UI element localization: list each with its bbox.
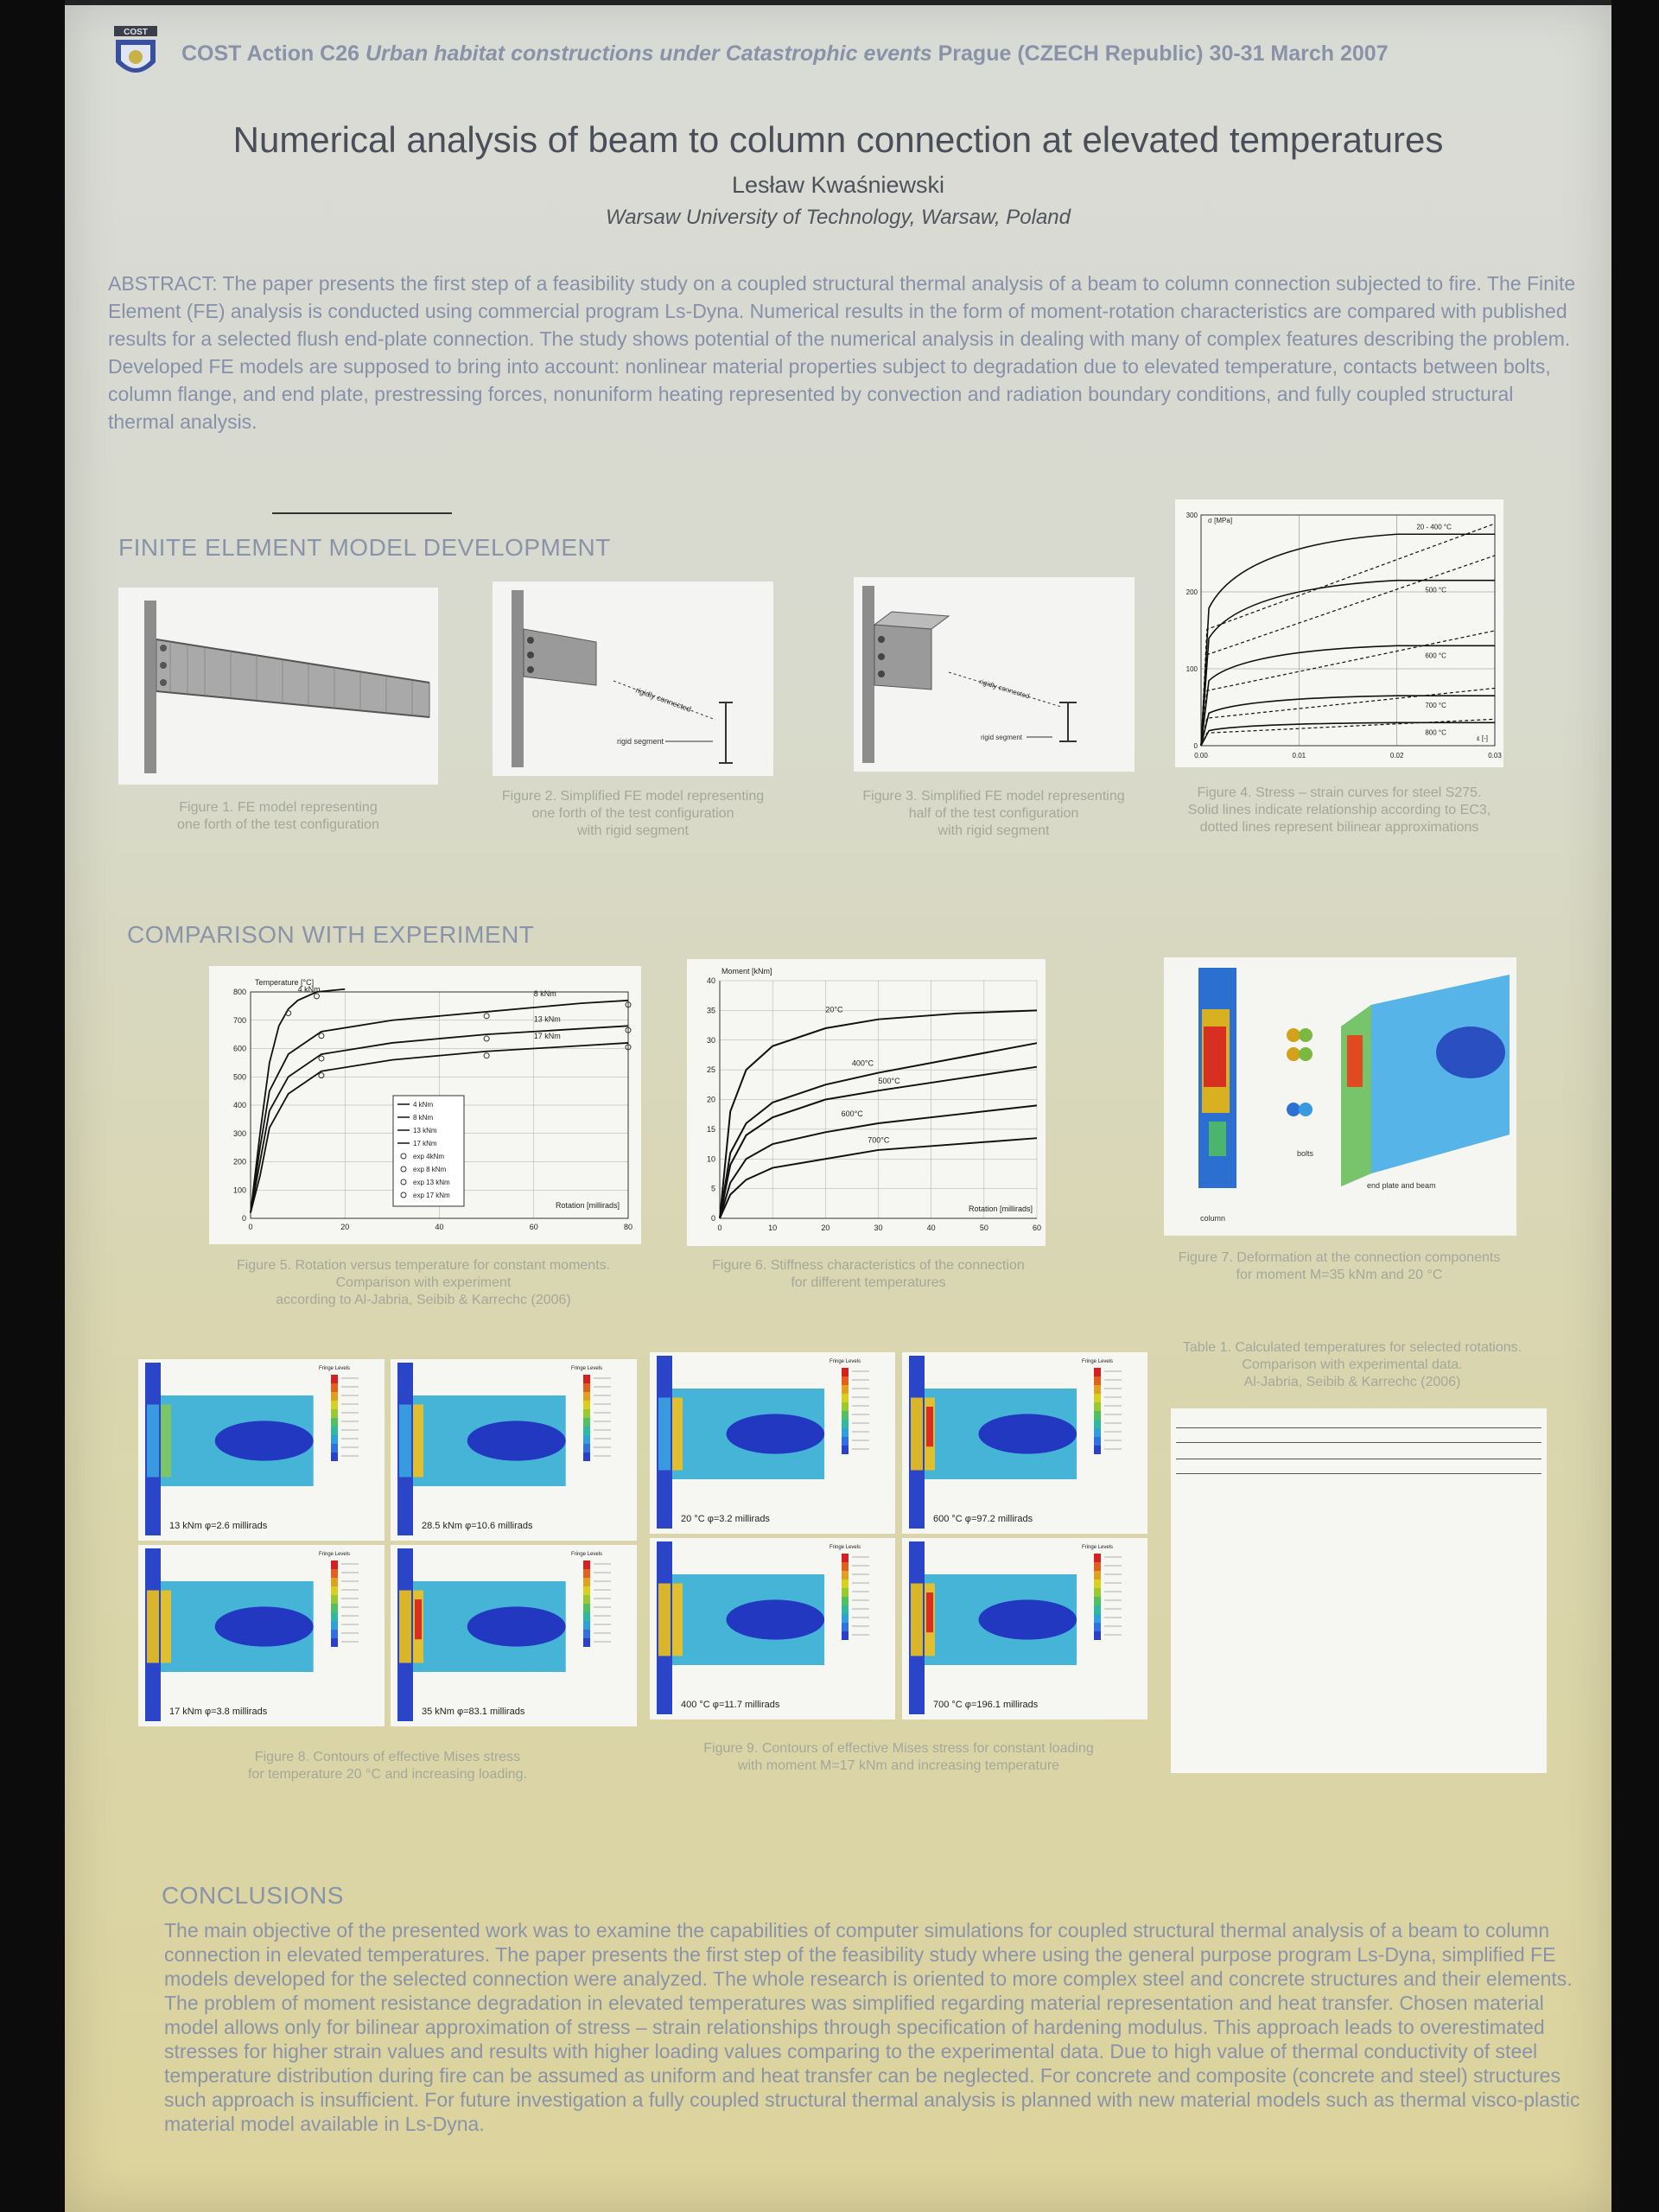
fig6-background: [687, 959, 1046, 1246]
fig7-bolts-label: bolts: [1297, 1149, 1314, 1158]
fig9-peak: [926, 1407, 933, 1446]
fig8-fringe-swatch: [331, 1578, 338, 1586]
fig2-rigid-label: rigidly connected: [634, 685, 693, 714]
fig8-fringe-swatch: [583, 1418, 590, 1427]
fig8-fringe-swatch: [583, 1560, 590, 1569]
fig9-fringe-swatch: [1094, 1580, 1101, 1588]
fig9-fringe-swatch: [1094, 1437, 1101, 1446]
fig9-column-hot: [911, 1398, 923, 1471]
figure-5-rotation-temperature-chart: [209, 966, 641, 1244]
fig8-fringe-swatch: [331, 1392, 338, 1401]
fig9-endplate: [672, 1398, 683, 1471]
fig8-beam-core: [467, 1421, 566, 1460]
fig4-series-label-3: 700 °C: [1425, 702, 1446, 710]
figure-7-deformation: [1164, 957, 1516, 1236]
fig5-legend-entry: exp 4kNm: [413, 1153, 445, 1160]
fig9-fringe-swatch: [842, 1446, 849, 1454]
page-title: Numerical analysis of beam to column connection at elevated temperatures: [232, 119, 1444, 160]
fig8-fringe-title: Fringe Levels: [318, 1552, 351, 1557]
fig8-fringe-swatch: [331, 1621, 338, 1630]
fig9-fringe-swatch: [842, 1571, 849, 1580]
fig6-y-axis-label: Moment [kNm]: [721, 967, 772, 976]
fig6-y-tick-label: 15: [706, 1124, 715, 1134]
fig4-x-tick-label: 0.03: [1488, 752, 1502, 760]
caption-fig3: Figure 3. Simplified FE model representing half of the test configuration with rigid segment: [862, 789, 1125, 838]
fig9-fringe-swatch: [1094, 1562, 1101, 1571]
fig9-panel-label: 700 °C φ=196.1 millirads: [933, 1700, 1039, 1710]
fig9-peak: [926, 1592, 933, 1632]
fig5-y-tick-label: 500: [232, 1072, 246, 1082]
header-prefix: COST Action C26: [181, 41, 365, 66]
fig5-legend-entry: exp 17 kNm: [413, 1192, 450, 1199]
fig8-panel-label: 35 kNm φ=83.1 millirads: [422, 1707, 525, 1717]
fig5-legend-entry: 4 kNm: [413, 1101, 434, 1109]
cost-logo-text: COST: [124, 28, 148, 37]
fig9-fringe-swatch: [1094, 1623, 1101, 1631]
fig9-fringe-swatch: [1094, 1571, 1101, 1580]
fig5-series-label-2: 13 kNm: [533, 1014, 561, 1024]
fig9-fringe-title: Fringe Levels: [829, 1359, 861, 1364]
fig8-fringe-swatch: [331, 1630, 338, 1638]
fig6-x-tick-label: 30: [874, 1224, 883, 1232]
fig5-x-tick-label: 20: [340, 1223, 350, 1231]
fig8-fringe-swatch: [331, 1595, 338, 1604]
fig8-fringe-swatch: [583, 1435, 590, 1444]
figure-9-mises-contours: [650, 1352, 1147, 1724]
fig8-fringe-swatch: [331, 1569, 338, 1578]
caption-fig5: Figure 5. Rotation versus temperature for constant moments. Comparison with experiment according to Al-Jabria, Seibib & Karrechc (2006): [236, 1258, 611, 1307]
fig6-y-tick-label: 40: [706, 976, 715, 985]
fig8-fringe-swatch: [331, 1383, 338, 1392]
conclusions-text: The main objective of the presented work was to examine the capabilities of computer simulations for coupled structural thermal analysis of a beam to column connection in elevated temperatures. The paper presents the first step of the feasibility study where using the general purpose program Ls-Dyna, simplified FE models developed for the selected connection were analyzed. The whole research is oriented to more complex steel and concrete structures and their elements. The problem of moment resistance degradation in elevated temperatures was simplified regarding material representation and heat transfer. Chosen material model allows only for bilinear approximation of stress – strain relationships through specification of hardening modulus. This approach leads to overestimated stresses for higher strain values and results with higher loading values comparing to the experimental data. Due to high value of thermal conductivity of steel temperature distribution during fire can be assumed as uniform and heat transfer can be neglected. For concrete and composite (concrete and steel) structures such approach is insufficient. For future investigation a fully coupled structural thermal analysis is planned with new material models such as thermal visco-plastic material model available in Ls-Dyna.: [164, 1919, 1580, 2135]
fig6-series-label-4: 700°C: [868, 1135, 890, 1145]
fig6-y-tick-label: 10: [706, 1154, 715, 1164]
fig5-legend-entry: 8 kNm: [413, 1114, 434, 1122]
fig4-x-axis-label: ε [-]: [1477, 734, 1488, 742]
fig9-fringe-swatch: [1094, 1411, 1101, 1420]
fig9-fringe-title: Fringe Levels: [1081, 1545, 1114, 1550]
top-border: [65, 0, 1611, 5]
fig9-beam-core: [978, 1414, 1077, 1453]
fig8-column-hot: [399, 1405, 411, 1478]
fig9-fringe-swatch: [1094, 1588, 1101, 1597]
fig8-beam-core: [467, 1606, 566, 1646]
fig8-fringe-swatch: [331, 1612, 338, 1621]
fig5-y-tick-label: 700: [232, 1015, 246, 1025]
fig8-fringe-title: Fringe Levels: [570, 1552, 603, 1557]
fig4-series-label-4: 800 °C: [1425, 728, 1446, 737]
fig6-x-tick-label: 0: [717, 1224, 722, 1232]
fig9-panel-1: [902, 1352, 1147, 1534]
fig8-fringe-swatch: [583, 1427, 590, 1435]
fig9-fringe-swatch: [842, 1580, 849, 1588]
figure-3-half-model: [854, 577, 1135, 772]
fig9-fringe-swatch: [842, 1605, 849, 1614]
caption-table1: Table 1. Calculated temperatures for selected rotations. Comparison with experimental data. Al-Jabria, Seibib & Karrechc (2006): [1182, 1340, 1522, 1389]
fig9-fringe-swatch: [1094, 1420, 1101, 1428]
fig5-y-axis-label: Temperature [°C]: [255, 978, 315, 987]
caption-fig6: Figure 6. Stiffness characteristics of the connection for different temperatures: [712, 1258, 1025, 1290]
fig8-fringe-swatch: [331, 1586, 338, 1595]
fig8-beam-core: [215, 1606, 314, 1646]
fig6-x-tick-label: 50: [979, 1224, 988, 1232]
fig9-panel-0: [650, 1352, 895, 1534]
divider: [272, 512, 452, 514]
fig6-series-label-3: 600°C: [841, 1109, 863, 1118]
fig9-panel-label: 20 °C φ=3.2 millirads: [681, 1514, 770, 1524]
fig4-y-axis-label: σ [MPa]: [1208, 517, 1233, 524]
fig8-fringe-swatch: [583, 1604, 590, 1612]
fig8-fringe-swatch: [331, 1418, 338, 1427]
fig5-x-tick-label: 80: [623, 1223, 633, 1231]
fig9-fringe-swatch: [1094, 1402, 1101, 1411]
fig4-series-label-2: 600 °C: [1425, 652, 1446, 660]
fig6-x-axis-label: Rotation [millirads]: [968, 1205, 1033, 1213]
fig5-legend-box: [393, 1096, 464, 1206]
fig5-legend-entry: 17 kNm: [413, 1140, 437, 1147]
fig8-fringe-swatch: [331, 1409, 338, 1418]
fig8-fringe-swatch: [331, 1375, 338, 1383]
fig8-fringe-swatch: [583, 1452, 590, 1461]
fig5-x-tick-label: 60: [529, 1223, 538, 1231]
fig3-rigid-label: rigidly connected: [978, 677, 1031, 701]
fig8-fringe-swatch: [331, 1401, 338, 1409]
fig9-fringe-swatch: [842, 1554, 849, 1562]
fig2-segment-label: rigid segment: [616, 737, 664, 746]
fig9-fringe-swatch: [1094, 1368, 1101, 1376]
fig8-fringe-swatch: [583, 1375, 590, 1383]
fig6-x-tick-label: 10: [768, 1224, 778, 1232]
caption-fig8: Figure 8. Contours of effective Mises stress for temperature 20 °C and increasing loading.: [247, 1750, 528, 1782]
fig5-y-tick-label: 300: [232, 1128, 246, 1138]
fig8-fringe-swatch: [331, 1452, 338, 1461]
fig9-fringe-swatch: [842, 1368, 849, 1376]
fig9-fringe-title: Fringe Levels: [829, 1545, 861, 1550]
fig8-panel-label: 17 kNm φ=3.8 millirads: [169, 1707, 268, 1717]
fig6-x-tick-label: 20: [821, 1224, 830, 1232]
fig4-x-tick-label: 0.01: [1292, 752, 1306, 760]
fig5-series-label-0: 4 kNm: [297, 985, 321, 994]
fig5-x-tick-label: 0: [248, 1223, 253, 1231]
fig8-fringe-title: Fringe Levels: [318, 1366, 351, 1371]
fig9-column-hot: [658, 1584, 671, 1656]
caption-fig1: Figure 1. FE model representing one forth of the test configuration: [177, 800, 379, 832]
section-title-comparison: COMPARISON WITH EXPERIMENT: [127, 921, 535, 948]
fig4-y-tick-label: 100: [1185, 665, 1198, 673]
fig4-x-tick-label: 0.02: [1389, 752, 1404, 760]
fig9-fringe-swatch: [1094, 1554, 1101, 1562]
fig5-legend-entry: exp 8 kNm: [413, 1166, 447, 1173]
fig6-series-label-1: 400°C: [851, 1058, 874, 1068]
fig8-panel-2: [138, 1545, 385, 1726]
fig5-series-label-1: 8 kNm: [533, 988, 556, 998]
fig8-fringe-swatch: [583, 1612, 590, 1621]
fig9-fringe-swatch: [842, 1428, 849, 1437]
fig9-fringe-swatch: [1094, 1597, 1101, 1605]
fig9-column-hot: [911, 1584, 923, 1656]
fig8-fringe-swatch: [331, 1560, 338, 1569]
caption-fig2: Figure 2. Simplified FE model representing one forth of the test configuration with rigid segment: [501, 789, 765, 838]
fig8-panel-0: [138, 1359, 385, 1541]
fig8-fringe-swatch: [583, 1569, 590, 1578]
fig3-segment-label: rigid segment: [980, 734, 1022, 741]
fig8-fringe-swatch: [331, 1427, 338, 1435]
table-1-group-1: [1176, 1414, 1541, 1443]
fig9-panel-label: 600 °C φ=97.2 millirads: [933, 1514, 1033, 1524]
fig8-fringe-swatch: [583, 1392, 590, 1401]
abstract: ABSTRACT: The paper presents the first step of a feasibility study on a coupled structural thermal analysis of a beam to column connection subjected to fire. The Finite Element (FE) analysis is conducted using commercial program Ls-Dyna. Numerical results in the form of moment-rotation characteristics are compared with published results for a selected flush end-plate connection. The study shows potential of the numerical analysis in dealing with many of complex features describing the problem. Developed FE models are supposed to bring into account: nonlinear material properties subject to degradation due to elevated temperature, contacts between bolts, column flange, and end plate, prestressing forces, nonuniform heating represented by convection and radiation boundary conditions, and fully coupled structural thermal analysis.: [108, 272, 1576, 433]
fig8-column-hot: [399, 1591, 411, 1663]
fig6-y-tick-label: 30: [706, 1035, 715, 1045]
fig8-fringe-swatch: [583, 1401, 590, 1409]
fig8-fringe-swatch: [331, 1604, 338, 1612]
fig9-fringe-swatch: [842, 1614, 849, 1623]
header-italic: Urban habitat constructions under Catastrophic events: [365, 41, 932, 66]
fig5-series-label-3: 17 kNm: [533, 1032, 561, 1041]
fig9-column-hot: [658, 1398, 671, 1471]
fig8-fringe-swatch: [583, 1630, 590, 1638]
fig8-fringe-swatch: [583, 1586, 590, 1595]
fig9-endplate: [672, 1584, 683, 1656]
fig6-y-tick-label: 25: [706, 1065, 715, 1075]
fig9-beam-core: [978, 1599, 1077, 1639]
caption-fig4: Figure 4. Stress – strain curves for steel S275. Solid lines indicate relationship according to EC3, dotted lines represent bilinear approximations: [1187, 785, 1491, 835]
affiliation: Warsaw University of Technology, Warsaw, Poland: [605, 206, 1071, 229]
fig6-y-tick-label: 5: [710, 1184, 715, 1193]
fig7-column-label: column: [1200, 1214, 1226, 1223]
caption-fig7: Figure 7. Deformation at the connection components for moment M=35 kNm and 20 °C: [1178, 1250, 1501, 1282]
figure-1-fe-model: [118, 588, 438, 785]
fig5-y-tick-label: 800: [232, 988, 246, 996]
caption-fig9: Figure 9. Contours of effective Mises stress for constant loading with moment M=17 kNm and increasing temperature: [703, 1741, 1094, 1773]
fig9-fringe-swatch: [842, 1411, 849, 1420]
fig8-fringe-swatch: [583, 1383, 590, 1392]
fig9-fringe-swatch: [842, 1385, 849, 1394]
fig5-x-axis-label: Rotation [millirads]: [555, 1201, 620, 1210]
fig4-y-tick-label: 0: [1193, 742, 1198, 750]
fig5-y-tick-label: 200: [232, 1157, 246, 1166]
fig5-y-tick-label: 100: [232, 1185, 246, 1195]
fig9-fringe-swatch: [842, 1631, 849, 1640]
fig8-fringe-swatch: [583, 1621, 590, 1630]
fig5-y-tick-label: 600: [232, 1044, 246, 1053]
author: Lesław Kwaśniewski: [731, 172, 945, 198]
fig9-fringe-swatch: [842, 1588, 849, 1597]
fig9-fringe-swatch: [842, 1394, 849, 1402]
fig8-fringe-swatch: [583, 1409, 590, 1418]
figure-2-simplified-model: [493, 582, 773, 776]
fig6-x-tick-label: 60: [1032, 1224, 1042, 1232]
fig9-panel-3: [902, 1538, 1147, 1719]
fig4-y-tick-label: 200: [1185, 588, 1198, 596]
fig8-panel-label: 13 kNm φ=2.6 millirads: [169, 1521, 268, 1531]
fig9-beam-core: [726, 1599, 824, 1639]
fig6-series-label-0: 20°C: [825, 1005, 843, 1014]
fig8-endplate: [413, 1405, 423, 1478]
fig9-panel-2: [650, 1538, 895, 1719]
fig4-series-label-1: 500 °C: [1425, 586, 1446, 594]
fig8-column-hot: [147, 1405, 159, 1478]
fig8-panel-1: [391, 1359, 637, 1541]
fig9-fringe-swatch: [1094, 1428, 1101, 1437]
fig8-fringe-swatch: [331, 1435, 338, 1444]
fig8-column-hot: [147, 1591, 159, 1663]
fig6-x-tick-label: 40: [926, 1224, 936, 1232]
fig9-beam-core: [726, 1414, 824, 1453]
fig4-series-label-0: 20 - 400 °C: [1416, 523, 1452, 531]
table-1: [1171, 1408, 1547, 1773]
fig5-legend: [393, 1096, 464, 1206]
fig8-panel-3: [391, 1545, 637, 1726]
fig5-legend-entry: exp 13 kNm: [413, 1179, 450, 1186]
fig9-fringe-swatch: [842, 1402, 849, 1411]
poster: [65, 0, 1611, 2212]
fig9-fringe-swatch: [842, 1420, 849, 1428]
conference-header: [181, 41, 1389, 67]
figure-8-mises-contours: [138, 1359, 637, 1731]
fig8-fringe-swatch: [331, 1638, 338, 1647]
fig6-y-tick-label: 0: [710, 1214, 715, 1223]
fig9-fringe-swatch: [1094, 1631, 1101, 1640]
fig9-fringe-swatch: [1094, 1614, 1101, 1623]
fig7-endplate-label: end plate and beam: [1367, 1181, 1436, 1190]
fig8-fringe-swatch: [583, 1638, 590, 1647]
fig8-endplate: [161, 1405, 171, 1478]
fig9-fringe-title: Fringe Levels: [1081, 1359, 1114, 1364]
fig6-series-label-2: 500°C: [878, 1076, 900, 1085]
fig8-fringe-swatch: [331, 1444, 338, 1452]
fig8-fringe-swatch: [583, 1595, 590, 1604]
fig9-fringe-swatch: [842, 1376, 849, 1385]
fig9-fringe-swatch: [1094, 1605, 1101, 1614]
fig9-fringe-swatch: [842, 1597, 849, 1605]
fig9-panel-label: 400 °C φ=11.7 millirads: [681, 1700, 780, 1710]
section-title-fe: FINITE ELEMENT MODEL DEVELOPMENT: [118, 534, 611, 561]
fig8-fringe-swatch: [583, 1578, 590, 1586]
fig5-legend-entry: 13 kNm: [413, 1127, 437, 1135]
fig4-x-tick-label: 0.00: [1194, 752, 1208, 760]
fig8-endplate: [161, 1591, 171, 1663]
fig8-fringe-title: Fringe Levels: [570, 1366, 603, 1371]
fig6-y-tick-label: 20: [706, 1095, 715, 1104]
cost-logo-icon: [112, 26, 159, 85]
fig5-y-tick-label: 0: [241, 1214, 246, 1223]
table-1-group-2: [1176, 1445, 1541, 1474]
fig8-beam-core: [215, 1421, 314, 1460]
fig5-y-tick-label: 400: [232, 1101, 246, 1109]
fig9-fringe-swatch: [1094, 1394, 1101, 1402]
fig4-y-tick-label: 300: [1185, 512, 1198, 519]
header-suffix: Prague (CZECH Republic) 30-31 March 2007: [931, 41, 1389, 66]
fig8-panel-label: 28.5 kNm φ=10.6 millirads: [422, 1521, 533, 1531]
fig9-fringe-swatch: [842, 1623, 849, 1631]
fig6-y-tick-label: 35: [706, 1006, 715, 1015]
fig9-fringe-swatch: [1094, 1376, 1101, 1385]
section-title-conclusions: CONCLUSIONS: [162, 1882, 344, 1909]
figure-6-stiffness-chart: [687, 959, 1046, 1246]
fig8-fringe-swatch: [583, 1444, 590, 1452]
figure-4-stress-strain-chart: [1175, 499, 1503, 767]
fig9-fringe-swatch: [1094, 1385, 1101, 1394]
fig9-fringe-swatch: [842, 1562, 849, 1571]
fig8-peak: [415, 1599, 422, 1639]
fig9-fringe-swatch: [842, 1437, 849, 1446]
fig9-fringe-swatch: [1094, 1446, 1101, 1454]
fig5-x-tick-label: 40: [435, 1223, 444, 1231]
